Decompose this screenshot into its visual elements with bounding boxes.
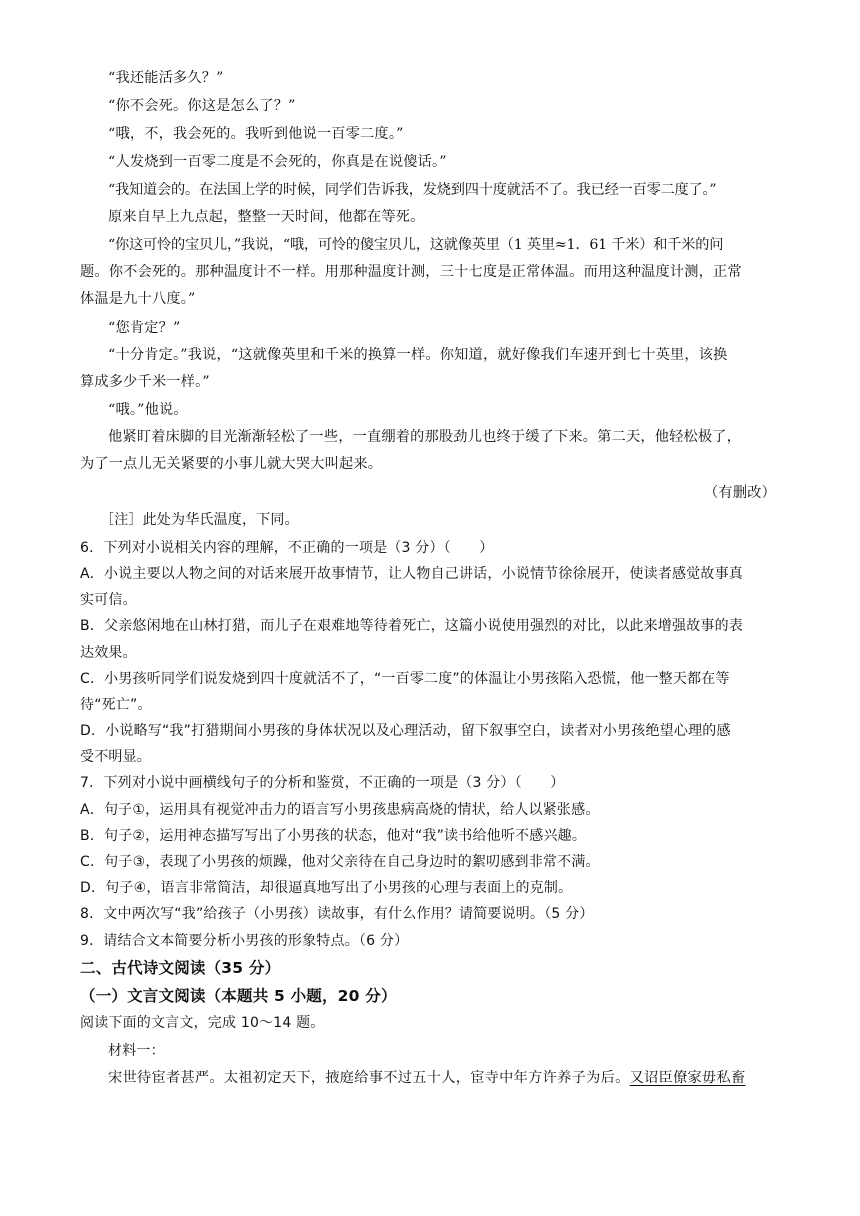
question-6-stem: 6．下列对小说相关内容的理解，不正确的一项是（3 分）（ ） <box>80 540 494 556</box>
question-9: 9．请结合文本简要分析小男孩的形象特点。（6 分） <box>80 933 409 949</box>
question-6-option-d-continued: 受不明显。 <box>80 749 151 765</box>
story-paragraph: “我还能活多久？” <box>108 70 224 86</box>
question-7-option-c: C．句子③，表现了小男孩的烦躁，他对父亲待在自己身边时的絮叨感到非常不满。 <box>80 854 600 870</box>
subsection-heading: （一）文言文阅读（本题共 5 小题，20 分） <box>80 987 397 1005</box>
question-7-option-d: D．句子④，语言非常简洁，却很逼真地写出了小男孩的心理与表面上的克制。 <box>80 880 573 896</box>
story-paragraph-continued: 算成多少千米一样。” <box>80 374 210 390</box>
question-6-option-a: A．小说主要以人物之间的对话来展开故事情节，让人物自己讲话，小说情节徐徐展开，使读者感觉故事真 <box>80 566 743 582</box>
material-text: 宋世待宦者甚严。太祖初定天下，掖庭给事不过五十人，宦寺中年方许养子为后。 <box>108 1070 630 1086</box>
story-paragraph: 原来自早上九点起，整整一天时间，他都在等死。 <box>108 209 425 225</box>
underlined-sentence: 又诏臣僚家毋私畜 <box>629 1070 746 1086</box>
reading-instruction: 阅读下面的文言文，完成 10～14 题。 <box>80 1015 325 1031</box>
story-paragraph: “哦。”他说。 <box>108 402 188 418</box>
material-label: 材料一： <box>108 1043 165 1059</box>
question-6-option-b-continued: 达效果。 <box>80 645 137 661</box>
question-6-option-c-continued: 待“死亡”。 <box>80 697 152 713</box>
question-6-option-a-continued: 实可信。 <box>80 592 137 608</box>
question-6-option-d: D．小说略写“我”打猎期间小男孩的身体状况以及心理活动，留下叙事空白，读者对小男孩绝望心理的感 <box>80 723 731 739</box>
story-paragraph-continued: 体温是九十八度。” <box>80 291 196 307</box>
story-paragraph-continued: 题。你不会死的。那种温度计不一样。用那种温度计测，三十七度是正常体温。而用这种温度计测，正常 <box>80 264 742 280</box>
question-7-option-a: A．句子①，运用具有视觉冲击力的语言写小男孩患病高烧的情状，给人以紧张感。 <box>80 802 600 818</box>
material-text-line <box>108 1068 745 1088</box>
story-paragraph: “人发烧到一百零二度是不会死的，你真是在说傻话。” <box>108 154 447 170</box>
story-paragraph: “我知道会的。在法国上学的时候，同学们告诉我，发烧到四十度就活不了。我已经一百零二度了。” <box>108 182 717 198</box>
question-7-stem: 7．下列对小说中画横线句子的分析和鉴赏，不正确的一项是（3 分）（ ） <box>80 775 565 791</box>
story-paragraph-continued: 为了一点儿无关紧要的小事儿就大哭大叫起来。 <box>80 456 383 472</box>
question-8: 8．文中两次写“我”给孩子（小男孩）读故事，有什么作用？请简要说明。（5 分） <box>80 906 594 922</box>
question-7-option-b: B．句子②，运用神态描写写出了小男孩的状态，他对“我”读书给他听不感兴趣。 <box>80 828 587 844</box>
question-6-option-b: B．父亲悠闲地在山林打猎，而儿子在艰难地等待着死亡，这篇小说使用强烈的对比，以此来增强故事的表 <box>80 618 744 634</box>
source-note: （有删改） <box>704 485 776 501</box>
question-6-option-c: C．小男孩听同学们说发烧到四十度就活不了，“一百零二度”的体温让小男孩陷入恐慌，他一整天都在等 <box>80 671 730 687</box>
story-paragraph: “哦，不，我会死的。我听到他说一百零二度。” <box>108 126 404 142</box>
story-paragraph: 他紧盯着床脚的目光渐渐轻松了一些，一直绷着的那股劲儿也终于缓了下来。第二天，他轻松极了， <box>108 429 742 445</box>
footnote: ［注］此处为华氏温度，下同。 <box>100 512 299 528</box>
story-paragraph: “十分肯定。”我说，“这就像英里和千米的换算一样。你知道，就好像我们车速开到七十英里，该换 <box>108 347 728 363</box>
story-paragraph: “你不会死。你这是怎么了？” <box>108 98 296 114</box>
story-paragraph: “你这可怜的宝贝儿，”我说，“哦，可怜的傻宝贝儿，这就像英里（1 英里≈1．61 千米）和千米的问 <box>108 237 724 253</box>
section-heading: 二、古代诗文阅读（35 分） <box>80 959 281 977</box>
story-paragraph: “您肯定？” <box>108 320 181 336</box>
